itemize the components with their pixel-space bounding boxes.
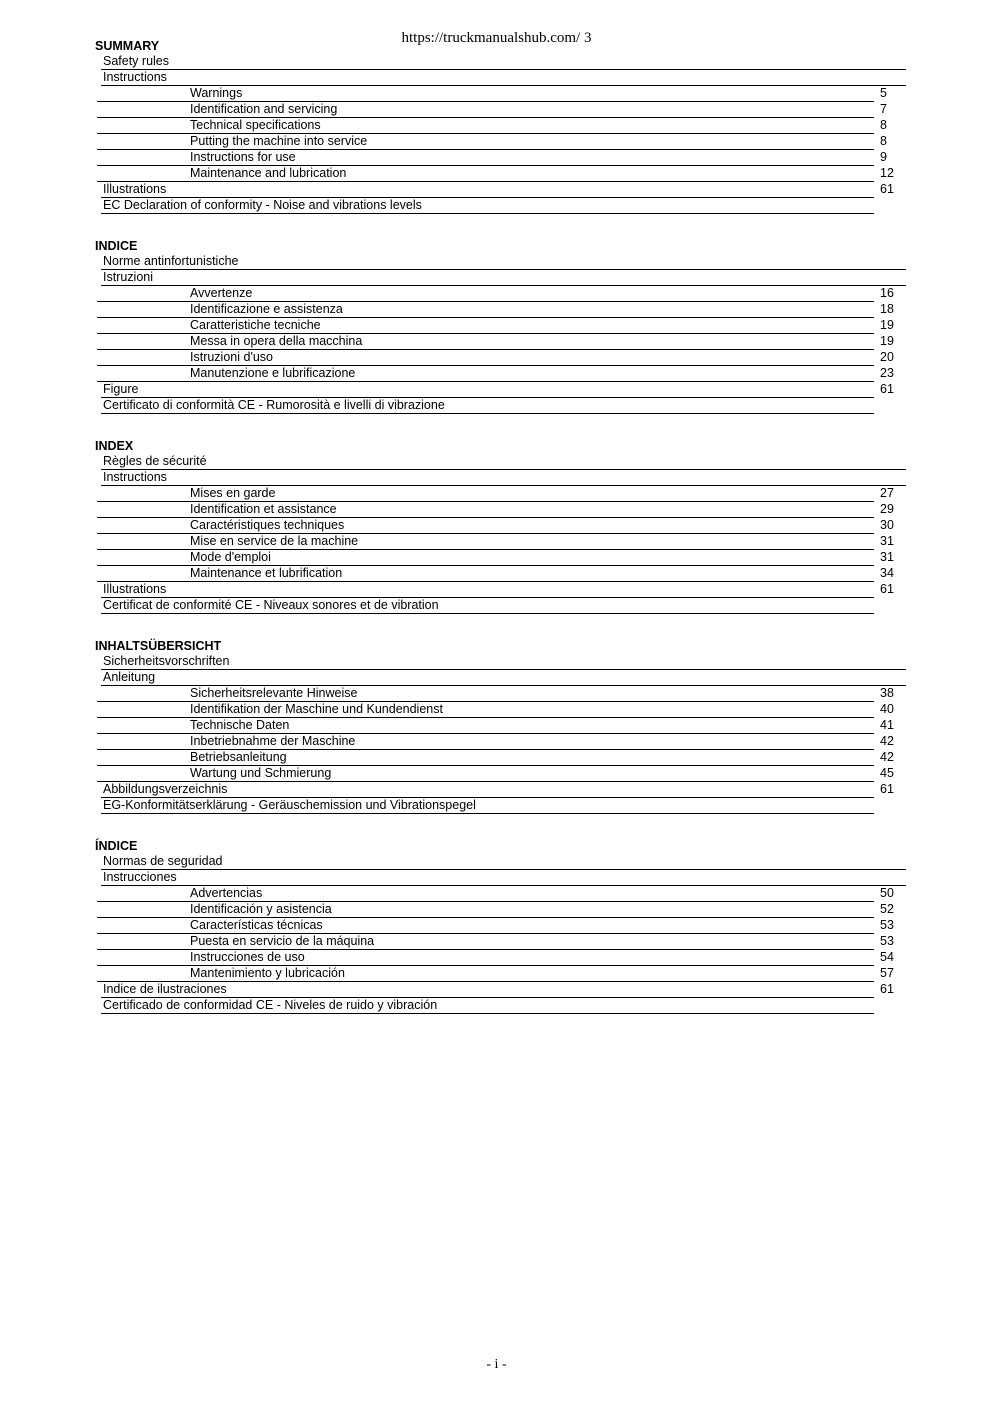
toc-entry-label: Instructions: [103, 470, 167, 484]
toc-entry-label: Instructions for use: [190, 150, 296, 164]
toc-entry-page-number: 31: [880, 534, 894, 548]
toc-entry[interactable]: [95, 70, 906, 86]
toc-entry[interactable]: [95, 870, 906, 886]
toc-entry[interactable]: [95, 502, 906, 518]
toc-entry-label: Certificato di conformità CE - Rumorosità e livelli di vibrazione: [103, 398, 445, 412]
toc-entry-page-number: 42: [880, 750, 894, 764]
entry-underline: [101, 213, 874, 214]
section-title: INDICE: [95, 239, 138, 253]
toc-entry-page-number: 41: [880, 718, 894, 732]
toc-entry[interactable]: [95, 934, 906, 950]
toc-entry-page-number: 57: [880, 966, 894, 980]
toc-entry[interactable]: [95, 118, 906, 134]
toc-entry[interactable]: [95, 270, 906, 286]
toc-entry[interactable]: [95, 950, 906, 966]
toc-entry-label: Betriebsanleitung: [190, 750, 287, 764]
toc-section: [95, 38, 906, 214]
toc-entry-label: Caractéristiques techniques: [190, 518, 345, 532]
toc-entry[interactable]: [95, 302, 906, 318]
toc-entry[interactable]: [95, 798, 906, 814]
toc-entry-label: Indice de ilustraciones: [103, 982, 227, 996]
toc-entry-label: Identifikation der Maschine und Kundendienst: [190, 702, 443, 716]
toc-entry[interactable]: [95, 854, 906, 870]
toc-entry[interactable]: [95, 398, 906, 414]
toc-entry-page-number: 19: [880, 334, 894, 348]
toc-entry[interactable]: [95, 334, 906, 350]
toc-entry-page-number: 9: [880, 150, 887, 164]
toc-section: [95, 438, 906, 614]
toc-entry-page-number: 7: [880, 102, 887, 116]
toc-entry-page-number: 61: [880, 982, 894, 996]
toc-entry-label: Inbetriebnahme der Maschine: [190, 734, 356, 748]
toc-entry-label: Abbildungsverzeichnis: [103, 782, 228, 796]
entry-underline: [101, 613, 874, 614]
toc-entry-page-number: 52: [880, 902, 894, 916]
toc-entry-label: Mantenimiento y lubricación: [190, 966, 345, 980]
toc-entry[interactable]: [95, 534, 906, 550]
toc-entry-page-number: 42: [880, 734, 894, 748]
toc-entry-label: Caratteristiche tecniche: [190, 318, 321, 332]
toc-section: [95, 838, 906, 1014]
toc-entry-label: Sicherheitsrelevante Hinweise: [190, 686, 358, 700]
toc-entry-page-number: 40: [880, 702, 894, 716]
toc-entry-label: Maintenance and lubrication: [190, 166, 347, 180]
section-title: INHALTSÜBERSICHT: [95, 639, 222, 653]
toc-entry-label: Mode d'emploi: [190, 550, 271, 564]
toc-entry-page-number: 61: [880, 582, 894, 596]
toc-entry-label: Manutenzione e lubrificazione: [190, 366, 356, 380]
toc-entry[interactable]: [95, 766, 906, 782]
toc-entry-page-number: 50: [880, 886, 894, 900]
toc-entry[interactable]: [95, 286, 906, 302]
toc-entry[interactable]: [95, 902, 906, 918]
toc-entry[interactable]: [95, 182, 906, 198]
toc-entry-label: Identificazione e assistenza: [190, 302, 343, 316]
toc-entry[interactable]: [95, 318, 906, 334]
toc-entry-label: Advertencias: [190, 886, 263, 900]
toc-entry[interactable]: [95, 150, 906, 166]
toc-entry-page-number: 53: [880, 918, 894, 932]
toc-entry[interactable]: [95, 350, 906, 366]
toc-entry[interactable]: [95, 198, 906, 214]
toc-entry-page-number: 5: [880, 86, 887, 100]
section-title: SUMMARY: [95, 39, 160, 53]
toc-entry-page-number: 30: [880, 518, 894, 532]
toc-entry[interactable]: [95, 670, 906, 686]
toc-entry-page-number: 20: [880, 350, 894, 364]
toc-entry[interactable]: [95, 254, 906, 270]
toc-entry-label: Règles de sécurité: [103, 454, 207, 468]
toc-entry[interactable]: [95, 550, 906, 566]
toc-entry-page-number: 34: [880, 566, 894, 580]
toc-entry-label: Istruzioni: [103, 270, 154, 284]
toc-entry-label: Putting the machine into service: [190, 134, 368, 148]
entry-underline: [101, 1013, 874, 1014]
toc-entry[interactable]: [95, 998, 906, 1014]
toc-entry-page-number: 61: [880, 382, 894, 396]
toc-entry-label: Avvertenze: [190, 286, 253, 300]
entry-underline: [101, 813, 874, 814]
toc-entry-label: EG-Konformitätserklärung - Geräuschemission und Vibrationspegel: [103, 798, 476, 812]
toc-entry[interactable]: [95, 734, 906, 750]
toc-entry-page-number: 23: [880, 366, 894, 380]
toc-entry-page-number: 12: [880, 166, 894, 180]
toc-entry[interactable]: [95, 886, 906, 902]
toc-entry[interactable]: [95, 598, 906, 614]
toc-entry-label: Mise en service de la machine: [190, 534, 359, 548]
toc-entry-page-number: 45: [880, 766, 894, 780]
toc-entry-label: Características técnicas: [190, 918, 323, 932]
section-title: ÍNDICE: [95, 839, 138, 853]
entry-underline: [101, 413, 874, 414]
toc-entry-label: Technische Daten: [190, 718, 290, 732]
toc-entry[interactable]: [95, 654, 906, 670]
header-url: https://truckmanualshub.com/ 3: [401, 30, 592, 46]
toc-entry-label: Identificación y asistencia: [190, 902, 332, 916]
toc-entry[interactable]: [95, 134, 906, 150]
toc-entry-label: Mises en garde: [190, 486, 276, 500]
toc-entry[interactable]: [95, 54, 906, 70]
page-number: - i -: [486, 1357, 507, 1372]
toc-entry-page-number: 53: [880, 934, 894, 948]
toc-entry[interactable]: [95, 918, 906, 934]
toc-entry-page-number: 27: [880, 486, 894, 500]
toc-entry-label: Figure: [103, 382, 139, 396]
toc-entry-label: Anleitung: [103, 670, 156, 684]
toc-entry[interactable]: [95, 702, 906, 718]
toc-entry[interactable]: [95, 750, 906, 766]
toc-entry-page-number: 54: [880, 950, 894, 964]
toc-entry[interactable]: [95, 718, 906, 734]
toc-entry[interactable]: [95, 686, 906, 702]
toc-entry[interactable]: [95, 366, 906, 382]
toc-entry-label: Maintenance et lubrification: [190, 566, 343, 580]
toc-entry[interactable]: [95, 566, 906, 582]
toc-entry[interactable]: [95, 86, 906, 102]
toc-entry[interactable]: [95, 166, 906, 182]
toc-entry-label: Identification and servicing: [190, 102, 338, 116]
toc-entry-label: Instrucciones: [103, 870, 177, 884]
toc-entry-label: Warnings: [190, 86, 243, 100]
toc-entry-page-number: 16: [880, 286, 894, 300]
toc-entry-page-number: 31: [880, 550, 894, 564]
toc-entry-label: Wartung und Schmierung: [190, 766, 332, 780]
toc-entry-label: Norme antinfortunistiche: [103, 254, 239, 268]
toc-entry-label: Illustrations: [103, 582, 167, 596]
toc-entry-label: Illustrations: [103, 182, 167, 196]
toc-entry[interactable]: [95, 454, 906, 470]
toc-entry-label: Instrucciones de uso: [190, 950, 305, 964]
toc-entry[interactable]: [95, 582, 906, 598]
toc-entry[interactable]: [95, 102, 906, 118]
toc-entry-label: Puesta en servicio de la máquina: [190, 934, 375, 948]
toc-entry-label: Instructions: [103, 70, 167, 84]
toc-entry[interactable]: [95, 470, 906, 486]
toc-entry[interactable]: [95, 782, 906, 798]
toc-section: [95, 638, 906, 814]
toc-entry[interactable]: [95, 382, 906, 398]
toc-entry-label: Certificado de conformidad CE - Niveles de ruido y vibración: [103, 998, 438, 1012]
toc-entry-label: Sicherheitsvorschriften: [103, 654, 230, 668]
toc-entry-page-number: 19: [880, 318, 894, 332]
toc-entry-page-number: 61: [880, 782, 894, 796]
toc-entry-page-number: 18: [880, 302, 894, 316]
toc-entry[interactable]: [95, 486, 906, 502]
toc-entry[interactable]: [95, 982, 906, 998]
toc-entry-label: Safety rules: [103, 54, 170, 68]
toc-entry[interactable]: [95, 966, 906, 982]
toc-entry-page-number: 8: [880, 118, 887, 132]
toc-entry-page-number: 38: [880, 686, 894, 700]
toc-entry-label: Messa in opera della macchina: [190, 334, 363, 348]
toc-entry-page-number: 61: [880, 182, 894, 196]
toc-entry-label: Istruzioni d'uso: [190, 350, 273, 364]
toc-entry-label: Certificat de conformité CE - Niveaux sonores et de vibration: [103, 598, 439, 612]
toc-entry-label: EC Declaration of conformity - Noise and vibrations levels: [103, 198, 422, 212]
toc-entry-label: Technical specifications: [190, 118, 321, 132]
toc-entry-label: Identification et assistance: [190, 502, 337, 516]
section-title: INDEX: [95, 439, 134, 453]
toc-entry-label: Normas de seguridad: [103, 854, 223, 868]
toc-entry[interactable]: [95, 518, 906, 534]
toc-entry-page-number: 29: [880, 502, 894, 516]
toc-entry-page-number: 8: [880, 134, 887, 148]
toc-section: [95, 238, 906, 414]
